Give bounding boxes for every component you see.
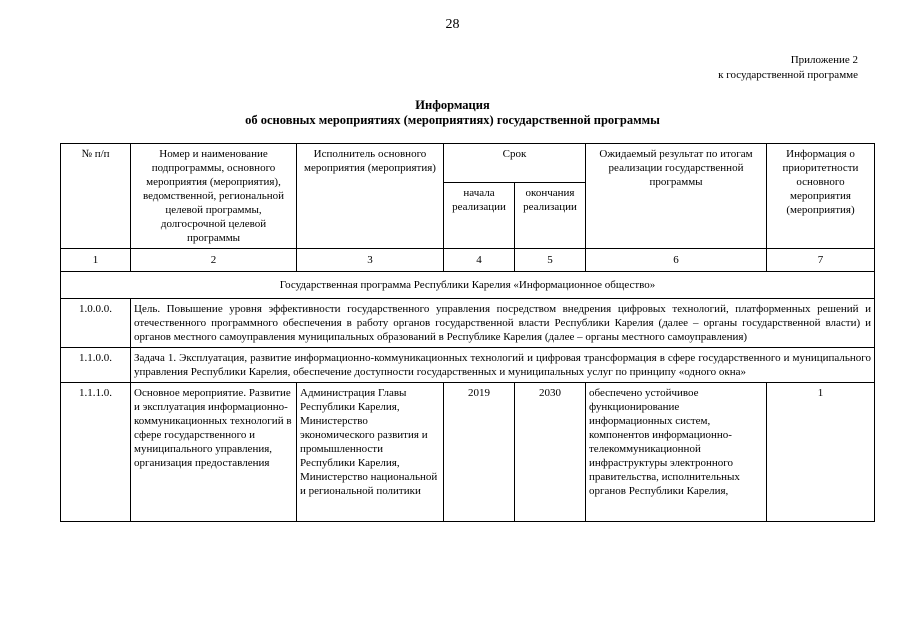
header-term: Срок <box>444 144 586 183</box>
activity-end-text: 2030 <box>539 387 561 399</box>
header-result: Ожидаемый результат по итогам реализации государственной программы <box>586 144 767 249</box>
activity-executor-text: Администрация Главы Республики Карелия, Министерство экономического развития и промышленности Республики Карелия, Министерство национальной и региональной политики <box>300 387 438 497</box>
title-line-1: Информация <box>415 98 490 112</box>
activity-number-text: 1.1.1.0. <box>79 387 112 399</box>
activity-start-text: 2019 <box>468 387 490 399</box>
column-number: 4 <box>444 249 515 272</box>
column-number: 3 <box>297 249 444 272</box>
activities-table <box>60 143 875 522</box>
activity-result-text: обеспечено устойчивое функционирование информационных систем, компонентов информационно-телекоммуникационной инфраструктуры электронного правительства, исполнительных органов Республики Карелия, <box>589 387 740 497</box>
appendix-note <box>718 53 858 83</box>
page-number: 28 <box>445 17 460 32</box>
appendix-line-2: к государственной программе <box>718 69 858 81</box>
program-title: Государственная программа Республики Карелия «Информационное общество» <box>61 272 875 299</box>
program-row <box>61 272 875 299</box>
task-text: Задача 1. Эксплуатация, развитие информационно-коммуникационных технологий и цифровая трансформация в сфере государственного и муниципального управления Республики Карелия, обеспечение доступности государственных и муниципальных услуг по принципу «одного окна» <box>131 348 875 383</box>
activity-number <box>61 383 131 522</box>
header-term-end: окончания реализации <box>515 183 586 249</box>
activity-row <box>61 383 875 522</box>
column-number: 2 <box>131 249 297 272</box>
activity-end <box>515 383 586 522</box>
document-title <box>0 98 905 128</box>
task-number: 1.1.0.0. <box>61 348 131 383</box>
column-number: 6 <box>586 249 767 272</box>
activity-priority <box>767 383 875 522</box>
activity-name <box>131 383 297 522</box>
goal-number: 1.0.0.0. <box>61 299 131 348</box>
header-priority: Информация о приоритетности основного мероприятия (мероприятия) <box>767 144 875 249</box>
activity-priority-text: 1 <box>817 387 824 399</box>
activity-result <box>586 383 767 522</box>
header-term-start: начала реализации <box>444 183 515 249</box>
activity-name-text: Основное мероприятие. Развитие и эксплуатация информационно-коммуникационных технологий в сфере государственного и муниципального управления, организация предоставления <box>134 387 292 469</box>
column-number-row <box>61 249 875 272</box>
task-row <box>61 348 875 383</box>
column-number: 7 <box>767 249 875 272</box>
goal-text: Цель. Повышение уровня эффективности государственного управления посредством внедрения цифровых технологий, платформенных решений и отечественного программного обеспечения в работу органов государственной власти Республики Карелия (далее – органы государственной власти) и органов местного самоуправления муниципальных образований в Республике Карелия (далее – органы местного самоуправления) <box>131 299 875 348</box>
title-line-2: об основных мероприятиях (мероприятиях) государственной программы <box>245 113 660 127</box>
column-number: 1 <box>61 249 131 272</box>
header-executor: Исполнитель основного мероприятия (мероприятия) <box>297 144 444 249</box>
header-name: Номер и наименование подпрограммы, основного мероприятия (мероприятия), ведомственной, региональной целевой программы, долгосрочной целевой программы <box>131 144 297 249</box>
header-row-1 <box>61 144 875 183</box>
appendix-line-1: Приложение 2 <box>790 54 858 66</box>
activity-start <box>444 383 515 522</box>
activity-executor <box>297 383 444 522</box>
header-number: № п/п <box>61 144 131 249</box>
column-number: 5 <box>515 249 586 272</box>
goal-row <box>61 299 875 348</box>
